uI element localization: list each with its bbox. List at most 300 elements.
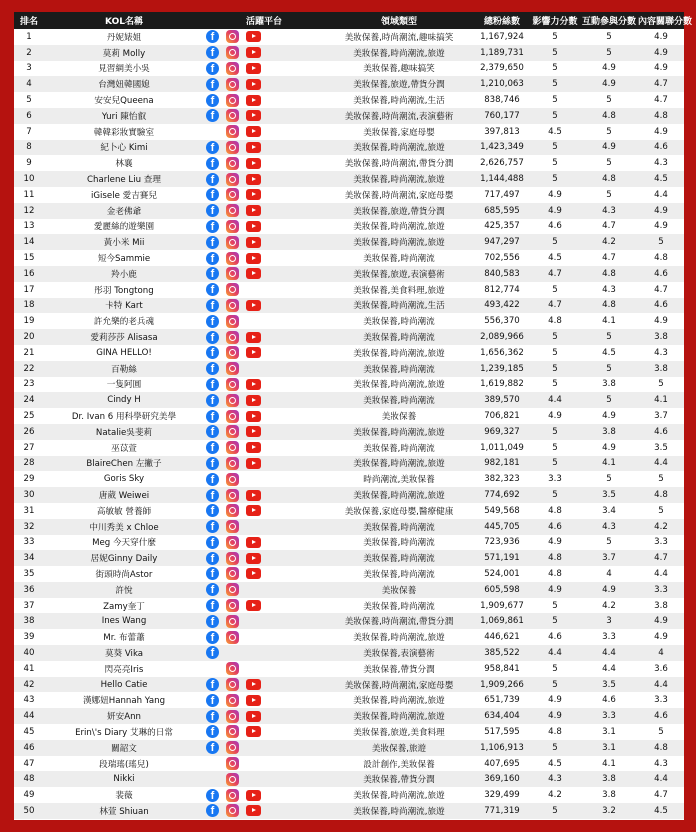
- youtube-icon: [246, 537, 261, 548]
- fans-cell: 517,595: [474, 724, 530, 740]
- engagement-cell: 4.3: [580, 203, 638, 219]
- kol-ranking-table: [14, 12, 693, 819]
- table-row: [14, 45, 684, 61]
- kol-name-cell: Hello Catie: [44, 677, 204, 693]
- platforms-cell: [204, 124, 324, 140]
- header-engagement: 互動參與分數: [580, 12, 638, 29]
- rank-cell: 37: [14, 598, 44, 614]
- facebook-icon: f: [206, 157, 219, 170]
- platforms-cell: [204, 313, 324, 329]
- relevance-cell: 4.8: [638, 108, 684, 124]
- influence-cell: 4.9: [530, 708, 580, 724]
- domain-cell: 美妝保養,旅遊,美食料理: [324, 724, 474, 740]
- instagram-icon: [226, 425, 239, 438]
- rank-cell: 4: [14, 76, 44, 92]
- kol-name-cell: Charlene Liu 查理: [44, 171, 204, 187]
- engagement-cell: 4.9: [580, 582, 638, 598]
- kol-name-cell: 裴薇: [44, 787, 204, 803]
- kol-name-cell: 妍安Ann: [44, 708, 204, 724]
- instagram-icon: [226, 362, 239, 375]
- rank-cell: 13: [14, 219, 44, 235]
- influence-cell: 4.4: [530, 645, 580, 661]
- fans-cell: 329,499: [474, 787, 530, 803]
- domain-cell: 美妝保養,時尚潮流,旅遊: [324, 708, 474, 724]
- fans-cell: 1,189,731: [474, 45, 530, 61]
- engagement-cell: 5: [580, 535, 638, 551]
- influence-cell: 5: [530, 377, 580, 393]
- table-row: [14, 582, 684, 598]
- facebook-icon: f: [206, 220, 219, 233]
- table-row: [14, 645, 684, 661]
- platforms-cell: [204, 519, 324, 535]
- engagement-cell: 3: [580, 613, 638, 629]
- youtube-icon: [246, 63, 261, 74]
- facebook-icon: f: [206, 504, 219, 517]
- engagement-cell: 5: [580, 187, 638, 203]
- engagement-cell: 4.8: [580, 171, 638, 187]
- influence-cell: 5: [530, 29, 580, 45]
- influence-cell: 4.9: [530, 582, 580, 598]
- kol-name-cell: 黃小米 Mii: [44, 234, 204, 250]
- platforms-cell: [204, 566, 324, 582]
- fans-cell: 385,522: [474, 645, 530, 661]
- domain-cell: 美妝保養,時尚潮流,旅遊: [324, 487, 474, 503]
- fans-cell: 685,595: [474, 203, 530, 219]
- relevance-cell: 4.9: [638, 45, 684, 61]
- facebook-icon: f: [206, 583, 219, 596]
- youtube-icon: [246, 490, 261, 501]
- platforms-cell: [204, 535, 324, 551]
- relevance-cell: 4.7: [638, 76, 684, 92]
- platforms-cell: [204, 155, 324, 171]
- relevance-cell: 4.9: [638, 61, 684, 77]
- platforms-cell: [204, 661, 324, 677]
- kol-name-cell: 短今Sammie: [44, 250, 204, 266]
- platforms-cell: [204, 645, 324, 661]
- domain-cell: 美妝保養,時尚潮流,旅遊: [324, 140, 474, 156]
- kol-name-cell: 漢娜妞Hannah Yang: [44, 692, 204, 708]
- header-influence: 影響力分數: [530, 12, 580, 29]
- kol-name-cell: Nikki: [44, 771, 204, 787]
- engagement-cell: 4.3: [580, 282, 638, 298]
- relevance-cell: 3.3: [638, 582, 684, 598]
- platforms-cell: [204, 92, 324, 108]
- instagram-icon: [226, 599, 239, 612]
- domain-cell: 美妝保養,時尚潮流,家庭母嬰: [324, 187, 474, 203]
- domain-cell: 美妝保養,時尚潮流: [324, 519, 474, 535]
- facebook-icon: f: [206, 173, 219, 186]
- table-row: [14, 171, 684, 187]
- influence-cell: 4.3: [530, 771, 580, 787]
- domain-cell: 美妝保養,時尚潮流,生活: [324, 92, 474, 108]
- relevance-cell: 5: [638, 724, 684, 740]
- kol-name-cell: Meg 今天穿什麼: [44, 535, 204, 551]
- kol-name-cell: 台灣妞韓國媳: [44, 76, 204, 92]
- domain-cell: 美妝保養,時尚潮流,帶貨分潤: [324, 613, 474, 629]
- youtube-icon: [246, 79, 261, 90]
- engagement-cell: 4.1: [580, 756, 638, 772]
- kol-name-cell: Cindy H: [44, 392, 204, 408]
- engagement-cell: 4.4: [580, 645, 638, 661]
- kol-name-cell: 閃亮亮Iris: [44, 661, 204, 677]
- platforms-cell: [204, 613, 324, 629]
- fans-cell: 1,167,924: [474, 29, 530, 45]
- platforms-cell: [204, 740, 324, 756]
- domain-cell: 美妝保養,美食料理,旅遊: [324, 282, 474, 298]
- youtube-icon: [246, 711, 261, 722]
- fans-cell: 634,404: [474, 708, 530, 724]
- relevance-cell: 5: [638, 503, 684, 519]
- empty-slot: [246, 362, 259, 375]
- empty-slot: [206, 662, 219, 675]
- facebook-icon: f: [206, 473, 219, 486]
- instagram-icon: [226, 46, 239, 59]
- instagram-icon: [226, 94, 239, 107]
- table-row: [14, 108, 684, 124]
- fans-cell: 493,422: [474, 298, 530, 314]
- table-row: [14, 787, 684, 803]
- domain-cell: 美妝保養,時尚潮流,表演藝術: [324, 108, 474, 124]
- youtube-icon: [246, 31, 261, 42]
- rank-cell: 41: [14, 661, 44, 677]
- influence-cell: 5: [530, 282, 580, 298]
- facebook-icon: f: [206, 378, 219, 391]
- relevance-cell: 4.6: [638, 298, 684, 314]
- kol-name-cell: 見習網美小吳: [44, 61, 204, 77]
- platforms-cell: [204, 45, 324, 61]
- domain-cell: 美妝保養,時尚潮流: [324, 598, 474, 614]
- engagement-cell: 4.1: [580, 313, 638, 329]
- table-row: [14, 250, 684, 266]
- domain-cell: 美妝保養: [324, 408, 474, 424]
- facebook-icon: f: [206, 346, 219, 359]
- fans-cell: 760,177: [474, 108, 530, 124]
- fans-cell: 2,626,757: [474, 155, 530, 171]
- rank-cell: 7: [14, 124, 44, 140]
- influence-cell: 5: [530, 440, 580, 456]
- relevance-cell: 4.1: [638, 392, 684, 408]
- relevance-cell: 4.3: [638, 345, 684, 361]
- kol-name-cell: Natalie吳斐莉: [44, 424, 204, 440]
- engagement-cell: 4.5: [580, 345, 638, 361]
- instagram-icon: [226, 378, 239, 391]
- table-row: [14, 377, 684, 393]
- table-row: [14, 234, 684, 250]
- domain-cell: 美妝保養,時尚潮流,旅遊: [324, 787, 474, 803]
- relevance-cell: 4.4: [638, 771, 684, 787]
- rank-cell: 14: [14, 234, 44, 250]
- facebook-icon: f: [206, 331, 219, 344]
- facebook-icon: f: [206, 109, 219, 122]
- influence-cell: 5: [530, 803, 580, 819]
- instagram-icon: [226, 315, 239, 328]
- instagram-icon: [226, 804, 239, 817]
- influence-cell: 3.3: [530, 471, 580, 487]
- relevance-cell: 4.4: [638, 187, 684, 203]
- empty-slot: [246, 315, 259, 328]
- influence-cell: 5: [530, 677, 580, 693]
- facebook-icon: f: [206, 78, 219, 91]
- engagement-cell: 4.2: [580, 598, 638, 614]
- kol-name-cell: 林萱 Shiuan: [44, 803, 204, 819]
- platforms-cell: [204, 187, 324, 203]
- instagram-icon: [226, 78, 239, 91]
- rank-cell: 2: [14, 45, 44, 61]
- platforms-cell: [204, 503, 324, 519]
- rank-cell: 8: [14, 140, 44, 156]
- table-row: [14, 708, 684, 724]
- rank-cell: 36: [14, 582, 44, 598]
- instagram-icon: [226, 504, 239, 517]
- facebook-icon: f: [206, 536, 219, 549]
- rank-cell: 29: [14, 471, 44, 487]
- facebook-icon: f: [206, 599, 219, 612]
- domain-cell: 美妝保養,時尚潮流,趣味搞笑: [324, 29, 474, 45]
- facebook-icon: f: [206, 62, 219, 75]
- header-platforms: 活躍平台: [204, 12, 324, 29]
- kol-name-cell: 中川秀美 x Chloe: [44, 519, 204, 535]
- rank-cell: 26: [14, 424, 44, 440]
- instagram-icon: [226, 157, 239, 170]
- relevance-cell: 3.5: [638, 440, 684, 456]
- rank-cell: 15: [14, 250, 44, 266]
- influence-cell: 5: [530, 613, 580, 629]
- fans-cell: 1,011,049: [474, 440, 530, 456]
- instagram-icon: [226, 331, 239, 344]
- influence-cell: 4.8: [530, 550, 580, 566]
- engagement-cell: 5: [580, 361, 638, 377]
- influence-cell: 5: [530, 424, 580, 440]
- facebook-icon: f: [206, 520, 219, 533]
- domain-cell: 美妝保養,時尚潮流: [324, 329, 474, 345]
- empty-slot: [246, 741, 259, 754]
- relevance-cell: 4.8: [638, 487, 684, 503]
- platforms-cell: [204, 598, 324, 614]
- engagement-cell: 4.3: [580, 519, 638, 535]
- engagement-cell: 4.9: [580, 408, 638, 424]
- empty-slot: [246, 757, 259, 770]
- kol-name-cell: 金老佛爺: [44, 203, 204, 219]
- table-row: [14, 692, 684, 708]
- domain-cell: 美妝保養,時尚潮流,旅遊: [324, 171, 474, 187]
- kol-name-cell: 莫莉 Molly: [44, 45, 204, 61]
- fans-cell: 1,239,185: [474, 361, 530, 377]
- domain-cell: 美妝保養,帶貨分潤: [324, 661, 474, 677]
- instagram-icon: [226, 394, 239, 407]
- empty-slot: [246, 662, 259, 675]
- table-row: [14, 756, 684, 772]
- domain-cell: 美妝保養,時尚潮流: [324, 550, 474, 566]
- fans-cell: 969,327: [474, 424, 530, 440]
- youtube-icon: [246, 726, 261, 737]
- table-row: [14, 140, 684, 156]
- influence-cell: 4.8: [530, 724, 580, 740]
- relevance-cell: 4.7: [638, 92, 684, 108]
- influence-cell: 4.2: [530, 787, 580, 803]
- platforms-cell: [204, 708, 324, 724]
- instagram-icon: [226, 441, 239, 454]
- engagement-cell: 4.7: [580, 219, 638, 235]
- engagement-cell: 5: [580, 329, 638, 345]
- domain-cell: 設計創作,美妝保養: [324, 756, 474, 772]
- relevance-cell: 4.8: [638, 250, 684, 266]
- table-row: [14, 219, 684, 235]
- domain-cell: 美妝保養,時尚潮流: [324, 535, 474, 551]
- fans-cell: 982,181: [474, 456, 530, 472]
- influence-cell: 4.9: [530, 535, 580, 551]
- platforms-cell: [204, 61, 324, 77]
- engagement-cell: 5: [580, 392, 638, 408]
- rank-cell: 34: [14, 550, 44, 566]
- engagement-cell: 3.1: [580, 740, 638, 756]
- instagram-icon: [226, 188, 239, 201]
- rank-cell: 35: [14, 566, 44, 582]
- platforms-cell: [204, 392, 324, 408]
- domain-cell: 美妝保養: [324, 582, 474, 598]
- kol-name-cell: iGisele 愛吉賽兒: [44, 187, 204, 203]
- engagement-cell: 4.8: [580, 108, 638, 124]
- kol-name-cell: 許允樂的老兵魂: [44, 313, 204, 329]
- relevance-cell: 4.7: [638, 282, 684, 298]
- facebook-icon: f: [206, 283, 219, 296]
- facebook-icon: f: [206, 394, 219, 407]
- instagram-icon: [226, 410, 239, 423]
- rank-cell: 47: [14, 756, 44, 772]
- rank-cell: 19: [14, 313, 44, 329]
- influence-cell: 4.5: [530, 250, 580, 266]
- platforms-cell: [204, 108, 324, 124]
- engagement-cell: 4.1: [580, 456, 638, 472]
- relevance-cell: 4.2: [638, 519, 684, 535]
- relevance-cell: 4.5: [638, 171, 684, 187]
- relevance-cell: 4.9: [638, 29, 684, 45]
- relevance-cell: 4.6: [638, 424, 684, 440]
- table-row: [14, 629, 684, 645]
- youtube-icon: [246, 505, 261, 516]
- facebook-icon: f: [206, 789, 219, 802]
- instagram-icon: [226, 204, 239, 217]
- rank-cell: 23: [14, 377, 44, 393]
- rank-cell: 6: [14, 108, 44, 124]
- fans-cell: 605,598: [474, 582, 530, 598]
- domain-cell: 時尚潮流,美妝保養: [324, 471, 474, 487]
- relevance-cell: 4.3: [638, 155, 684, 171]
- engagement-cell: 4.8: [580, 298, 638, 314]
- youtube-icon: [246, 411, 261, 422]
- instagram-icon: [226, 789, 239, 802]
- instagram-icon: [226, 283, 239, 296]
- influence-cell: 5: [530, 661, 580, 677]
- fans-cell: 571,191: [474, 550, 530, 566]
- domain-cell: 美妝保養,時尚潮流: [324, 361, 474, 377]
- kol-name-cell: 一隻阿圓: [44, 377, 204, 393]
- facebook-icon: f: [206, 315, 219, 328]
- empty-slot: [206, 773, 219, 786]
- fans-cell: 407,695: [474, 756, 530, 772]
- domain-cell: 美妝保養,時尚潮流,旅遊: [324, 803, 474, 819]
- instagram-icon: [226, 346, 239, 359]
- kol-name-cell: 韓韓彩妝實驗室: [44, 124, 204, 140]
- relevance-cell: 4.4: [638, 677, 684, 693]
- relevance-cell: 3.8: [638, 361, 684, 377]
- rank-cell: 42: [14, 677, 44, 693]
- youtube-icon: [246, 600, 261, 611]
- domain-cell: 美妝保養,時尚潮流,旅遊: [324, 377, 474, 393]
- kol-name-cell: Mr. 布蕾蕭: [44, 629, 204, 645]
- influence-cell: 4.5: [530, 756, 580, 772]
- facebook-icon: f: [206, 94, 219, 107]
- table-row: [14, 566, 684, 582]
- domain-cell: 美妝保養,帶貨分潤: [324, 771, 474, 787]
- instagram-icon: [226, 173, 239, 186]
- facebook-icon: f: [206, 489, 219, 502]
- rank-cell: 44: [14, 708, 44, 724]
- header-relevance: 內容關聯分數: [638, 12, 684, 29]
- fans-cell: 382,323: [474, 471, 530, 487]
- fans-cell: 397,813: [474, 124, 530, 140]
- engagement-cell: 3.8: [580, 771, 638, 787]
- table-row: [14, 29, 684, 45]
- influence-cell: 4.8: [530, 566, 580, 582]
- domain-cell: 美妝保養,時尚潮流,旅遊: [324, 45, 474, 61]
- kol-name-cell: Zamy奎丁: [44, 598, 204, 614]
- kol-name-cell: 居妮Ginny Daily: [44, 550, 204, 566]
- platforms-cell: [204, 203, 324, 219]
- kol-name-cell: Erin\'s Diary 艾琳的日常: [44, 724, 204, 740]
- youtube-icon: [246, 458, 261, 469]
- fans-cell: 549,568: [474, 503, 530, 519]
- facebook-icon: f: [206, 267, 219, 280]
- platforms-cell: [204, 724, 324, 740]
- instagram-icon: [226, 710, 239, 723]
- kol-name-cell: 許悅: [44, 582, 204, 598]
- facebook-icon: f: [206, 457, 219, 470]
- platforms-cell: [204, 219, 324, 235]
- youtube-icon: [246, 47, 261, 58]
- empty-slot: [246, 773, 259, 786]
- instagram-icon: [226, 473, 239, 486]
- platforms-cell: [204, 471, 324, 487]
- instagram-icon: [226, 615, 239, 628]
- kol-name-cell: 卡特 Kart: [44, 298, 204, 314]
- influence-cell: 4.5: [530, 124, 580, 140]
- engagement-cell: 4.9: [580, 140, 638, 156]
- header-domain: 領域類型: [324, 12, 474, 29]
- rank-cell: 11: [14, 187, 44, 203]
- empty-slot: [206, 125, 219, 138]
- kol-name-cell: Ines Wang: [44, 613, 204, 629]
- platforms-cell: [204, 550, 324, 566]
- facebook-icon: f: [206, 710, 219, 723]
- platforms-cell: [204, 424, 324, 440]
- facebook-icon: f: [206, 741, 219, 754]
- influence-cell: 5: [530, 108, 580, 124]
- influence-cell: 4.9: [530, 187, 580, 203]
- engagement-cell: 4.2: [580, 234, 638, 250]
- rank-cell: 31: [14, 503, 44, 519]
- table-header-row: [14, 12, 684, 29]
- platforms-cell: [204, 677, 324, 693]
- engagement-cell: 4.4: [580, 661, 638, 677]
- influence-cell: 4.9: [530, 408, 580, 424]
- relevance-cell: 3.3: [638, 692, 684, 708]
- instagram-icon: [226, 520, 239, 533]
- influence-cell: 4.9: [530, 203, 580, 219]
- facebook-icon: f: [206, 441, 219, 454]
- rank-cell: 17: [14, 282, 44, 298]
- youtube-icon: [246, 347, 261, 358]
- relevance-cell: 4.9: [638, 313, 684, 329]
